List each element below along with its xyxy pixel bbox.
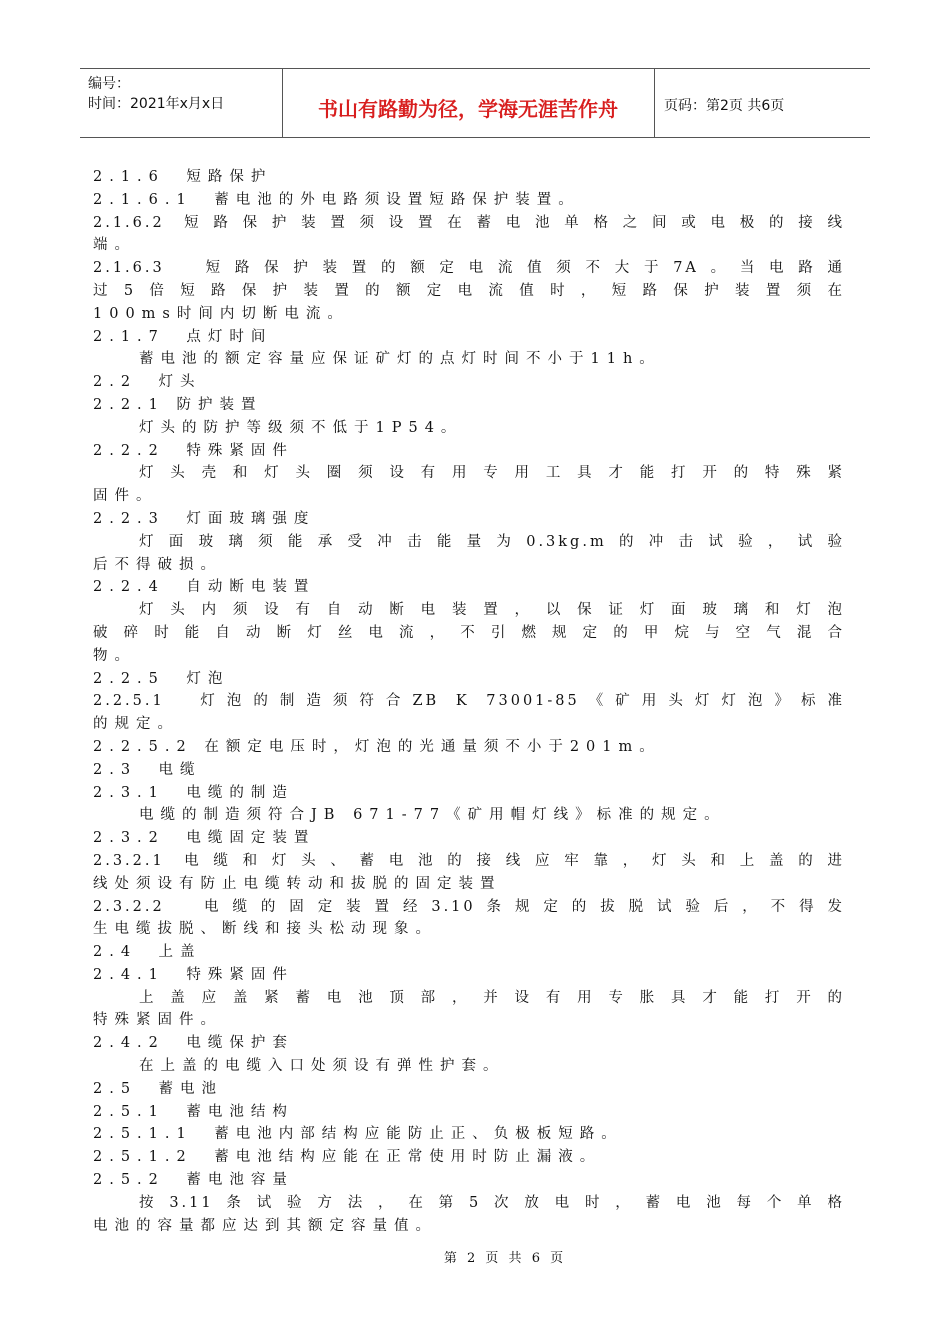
section-heading: 2.2 灯头 [93,374,202,391]
paragraph-line: 过5倍短路保护装置的额定电流值时，短路保护装置须在 [93,282,845,299]
paragraph-line: 2.5.1.1 蓄电池内部结构应能防止正、负极板短路。 [93,1126,623,1143]
paragraph-line: 2.1.6.2 短路保护装置须设置在蓄电池单格之间或电极的接线 [93,214,845,231]
paragraph-line: 2.2.5.2 在额定电压时，灯泡的光通量须不小于201m。 [93,738,661,755]
paragraph-line: 破碎时能自动断灯丝电流，不引燃规定的甲烷与空气混合 [93,624,845,641]
header-page-cell [654,69,870,137]
section-heading: 2.4.2 电缆保护套 [93,1035,294,1052]
paragraph-line: 灯头壳和灯头圈须设有用专用工具才能打开的特殊紧 [139,465,845,482]
paragraph-line: 2.3.2.1 电缆和灯头、蓄电池的接线应牢靠，灯头和上盖的进 [93,852,845,869]
paragraph-line: 100ms时间内切断电流。 [93,305,349,322]
paragraph-line: 2.5.1.2 蓄电池结构应能在正常使用时防止漏液。 [93,1149,602,1166]
paragraph-line: 电缆的制造须符合JB 671-77《矿用帽灯线》标准的规定。 [139,807,726,824]
paragraph-line: 灯头内须设有自动断电装置，以保证灯面玻璃和灯泡 [139,602,845,619]
section-heading: 2.3.1 电缆的制造 [93,784,294,801]
section-heading: 2.1.6 短路保护 [93,169,273,185]
paragraph-line: 蓄电池的额定容量应保证矿灯的点灯时间不小于11h。 [139,351,661,368]
section-heading: 2.2.1 防护装置 [93,396,263,413]
section-heading: 2.3 电缆 [93,761,202,778]
paragraph-line: 2.1.6.1 蓄电池的外电路须设置短路保护装置。 [93,191,580,208]
paragraph-line: 按3.11条试验方法，在第5次放电时，蓄电池每个单格 [139,1194,845,1211]
section-heading: 2.2.2 特殊紧固件 [93,442,294,459]
document-body [93,166,845,1237]
section-heading: 2.5.2 蓄电池容量 [93,1172,294,1189]
paragraph-line: 电池的容量都应达到其额定容量值。 [93,1217,437,1234]
paragraph-line: 上盖应盖紧蓄电池顶部，并设有用专胀具才能打开的 [139,989,845,1006]
paragraph-line: 端。 [93,237,136,254]
paragraph-line: 在上盖的电缆入口处须设有弹性护套。 [139,1058,505,1075]
paragraph-line: 2.2.5.1 灯泡的制造须符合ZB K 73001-85《矿用头灯灯泡》标准 [93,693,845,710]
paragraph-line: 2.3.2.2 电缆的固定装置经3.10条规定的拔脱试验后，不得发 [93,898,845,915]
header-page-info: 页码：第2页 共6页 [664,98,785,114]
section-heading: 2.1.7 点灯时间 [93,328,273,345]
paragraph-line: 灯头的防护等级须不低于1P54。 [139,419,463,436]
section-heading: 2.5.1 蓄电池结构 [93,1103,294,1120]
paragraph-line: 灯面玻璃须能承受冲击能量为0.3kg.m的冲击试验，试验 [139,533,845,550]
paragraph-line: 物。 [93,647,136,664]
document-code-label: 编号： [88,76,130,92]
paragraph-line: 的规定。 [93,716,179,733]
section-heading: 2.3.2 电缆固定装置 [93,830,316,847]
section-heading: 2.2.3 灯面玻璃强度 [93,510,316,527]
section-heading: 2.2.4 自动断电装置 [93,579,316,596]
paragraph-line: 生电缆拔脱、断线和接头松动现象。 [93,921,437,938]
header-motto: 书山有路勤为径，学海无涯苦作舟 [318,97,618,121]
header-left-cell [80,69,283,137]
section-heading: 2.2.5 灯泡 [93,670,230,687]
paragraph-line: 后不得破损。 [93,556,222,573]
paragraph-line: 特殊紧固件。 [93,1012,222,1029]
paragraph-line: 2.1.6.3 短路保护装置的额定电流值须不大于7A。当电路通 [93,260,845,277]
paragraph-line: 线处须设有防止电缆转动和拔脱的固定装置 [93,875,502,892]
page-footer: 第 2 页 共 6 页 [443,1251,567,1266]
section-heading: 2.4.1 特殊紧固件 [93,966,294,983]
header-motto-cell [282,69,655,137]
section-heading: 2.4 上盖 [93,944,202,961]
page-header [80,68,870,138]
document-time-label: 时间：2021年x月x日 [88,96,225,112]
paragraph-line: 固件。 [93,488,158,505]
section-heading: 2.5 蓄电池 [93,1080,224,1097]
